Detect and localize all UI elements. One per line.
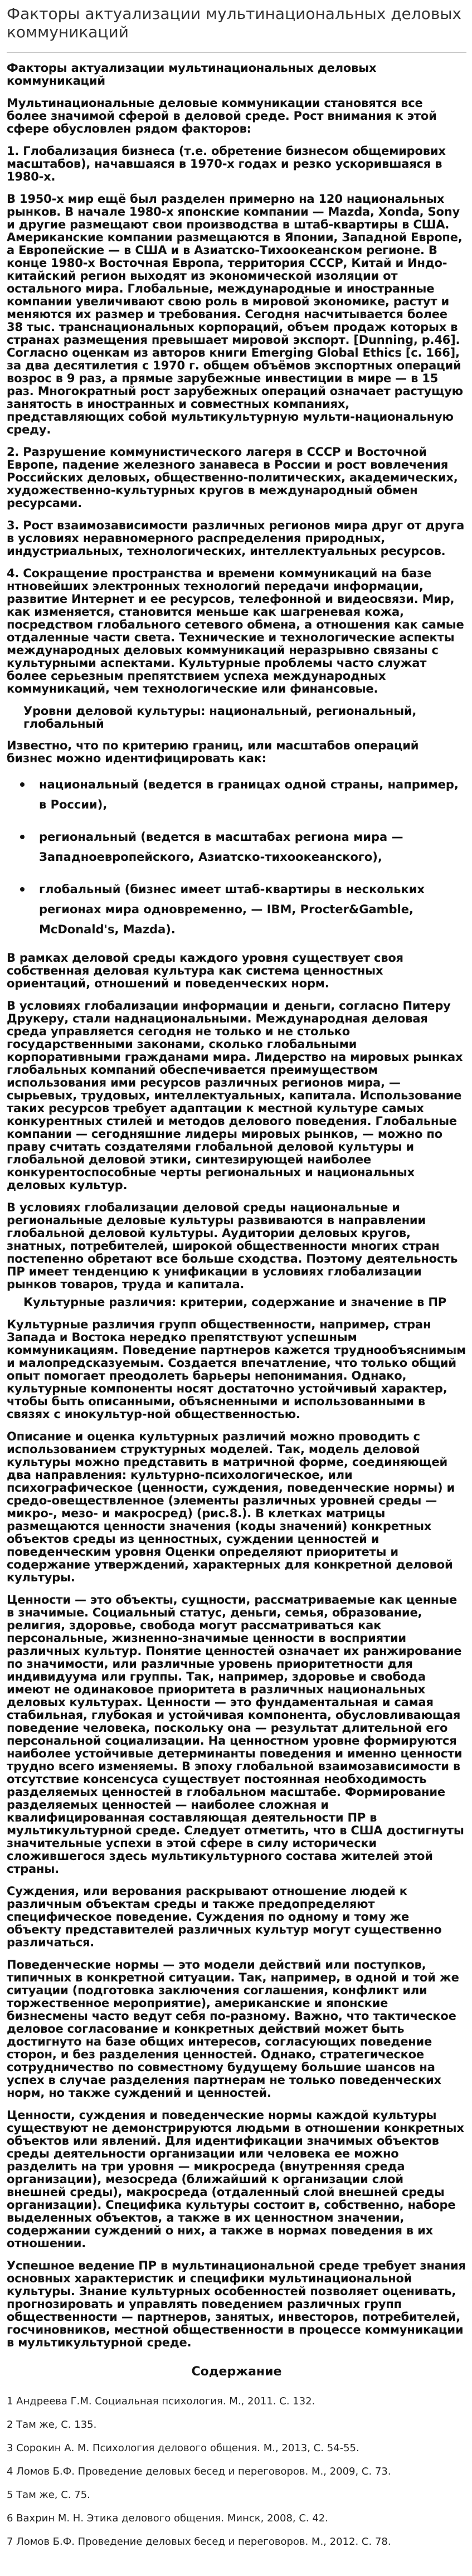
reference-item: 6 Вахрин М. Н. Этика делового общения. Минск, 2008, С. 42.	[7, 2512, 328, 2524]
body-paragraph: Культурные различия групп общественности, например, стран Запада и Востока нередко препятствуют успешным коммуникациям. Поведение партнеров кажется труднообъяснимым и малопредсказуемым. Создается впечатление, что только общий опыт помогает преодолеть барьеры непонимания. Однако, культурные компоненты носят достаточно устойчивый характер, чтобы быть описанными, объясненными и использованными в связях с инокультур-ной общественностью.	[7, 1318, 466, 1421]
section-subheading: Уровни деловой культуры: национальный, региональный, глобальный	[23, 704, 417, 731]
list-item: глобальный (бизнес имеет штаб-квартиры в нескольких регионах мира одновременно, — IBM, Procter&Gamble, McDonald's, Mazda).	[39, 879, 466, 939]
references-list	[7, 2395, 466, 2548]
reference-item: 3 Сорокин А. М. Психология делового общения. М., 2013, С. 54-55.	[7, 2442, 359, 2454]
reference-item: 7 Ломов Б.Ф. Проведение деловых бесед и переговоров. М., 2012. С. 78.	[7, 2536, 391, 2548]
body-paragraph: Ценности — это объекты, сущности, рассматриваемые как ценные в значимые. Социальный статус, деньги, семья, образование, религия, здоровье, свобода могут рассматриваться как персональные, жизненно-значимые ценности в восприятии различных культур. Понятие ценностей означает их ранжирование по значимости, или различные уровень приоритетности для индивидуума или группы. Так, например, здоровье и свобода имеют не одинаковое приоритета в различных национальных деловых культурах. Ценности — это фундаментальная и самая стабильная, глубокая и устойчивая компонента, обусловливающая поведение человека, поскольку она — результат длительной его персональной социализации. На ценностном уровне формируются наиболее устойчивые детерминанты поведения и именно ценности трудно всего изменяемы. В эпоху глобальной взаимозависимости в отсутствие консенсуса существует постоянная необходимость разделяемых ценностей в глобальном масштабе. Формирование разделяемых ценностей — наиболее сложная и квалифицированная составляющая деятельности ПР в мультикультурной среде. Следует отметить, что в США достигнуты значительные успехи в этой сфере в силу исторически сложившегося здесь мультикультурного состава жителей этой страны.	[7, 1593, 464, 1876]
reference-item: 5 Там же, С. 75.	[7, 2489, 90, 2501]
body-paragraph: В условиях глобализации информации и деньги, согласно Питеру Друкеру, стали наднациональными. Международная деловая среда управляется сегодня не только и не столько государственными законами, сколько глобальными корпоративными гражданами мира. Лидерство на мировых рынках глобальных компаний обеспечивается преимуществом использования ими ресурсов различных регионов мира, — сырьевых, трудовых, интеллектуальных, капитала. Использование таких ресурсов требует адаптации к местной культуре самых конкурентных стилей и методов делового поведения. Глобальные компании — сегодняшние лидеры мировых рынков, — можно по праву считать создателями глобальной деловой культуры и глобальной деловой этики, синтезирующей наиболее конкурентоспособные черты региональных и национальных деловых культур.	[7, 999, 463, 1192]
body-paragraph: В условиях глобализации деловой среды национальные и региональные деловые культуры развиваются в направлении глобальной деловой культуры. Аудитории деловых кругов, знатных, потребителей, широкой общественности многих стран постепенно обретают все больше сходства. Поэтому деятельность ПР имеет тенденцию к унификации в условиях глобализации рынков товаров, труда и капитала.	[7, 1201, 458, 1291]
reference-item: 4 Ломов Б.Ф. Проведение деловых бесед и переговоров. М., 2009, С. 73.	[7, 2466, 391, 2477]
body-paragraph: Описание и оценка культурных различий можно проводить с использованием структурных моделей. Так, модель деловой культуры можно представить в матричной форме, соединяющей два направления: культурно-психологическое, или психографическое (ценности, суждения, поведенческие нормы) и средо-овеществленное (элементы различных уровней среды — микро-, мезо- и макросред) (рис.8.). В клетках матрицы размещаются ценности значения (коды значений) конкретных объектов среды из ценностных, суждении ценностей и поведенческим уровня Оценки определяют приоритеты и содержание утверждений, характерных для конкретной деловой культуры.	[7, 1430, 455, 1584]
body-paragraph: Успешное ведение ПР в мультинациональной среде требует знания основных характеристик и специфики мультинациональной культуры. Знание культурных особенностей позволяет оценивать, прогнозировать и управлять поведением различных групп общественности — партнеров, занятых, инвесторов, потребителей, госчиновников, местной общественности в процессе коммуникации в мультикультурной среде.	[7, 2259, 466, 2349]
contents-heading: Содержание	[191, 2365, 282, 2379]
section-subheading: Культурные различия: критерии, содержание и значение в ПР	[23, 1296, 446, 1309]
factor-paragraph: 2. Разрушение коммунистического лагеря в СССР и Восточной Европе, падение железного занавеса в России и рост вовлечения Российских деловых, общественно-политических, академических, художественно-культурных кругов в международный обмен ресурсами.	[7, 445, 458, 510]
body-paragraph: Ценности, суждения и поведенческие нормы каждой культуры существуют не демонстрируются людьми в отношении конкретных объектов или явлений. Для идентификации значимых объектов среды деятельности организации или человека ее можно разделить на три уровня — микросреда (внутренняя среда организации), мезосреда (ближайший к организации слой внешней среды), макросреда (отдаленный слой внешней среды организации). Специфика культуры состоит в, собственно, наборе выделенных объектов, а также в их ценностном значении, содержании суждений о них, а также в нормах поведения в их отношении.	[7, 2108, 464, 2250]
reference-item: 1 Андреева Г.М. Социальная психология. М., 2011. С. 132.	[7, 2395, 315, 2407]
factor-paragraph: 3. Рост взаимозависимости различных регионов мира друг от друга в условиях неравномерного распределения природных, индустриальных, технологических, интеллектуальных ресурсов.	[7, 519, 465, 558]
body-paragraph: Суждения, или верования раскрывают отношение людей к различным объектам среды и также предопределяют специфическое поведение. Суждения по одному и тому же объекту представителей различных культур могут существенно различаться.	[7, 1884, 442, 1949]
document-heading: Факторы актуализации мультинациональных деловых коммуникаций	[7, 61, 377, 87]
body-paragraph: Поведенческие нормы — это модели действий или поступков, типичных в конкретной ситуации. Так, например, в одной и той же ситуации (подготовка заключения соглашения, конфликт или торжественное мероприятие), американские и японские бизнесмены часто ведут себя по-разному. Важно, что тактическое деловое согласование и конкретных действий может быть достигнуто на базе общих интересов, согласующих поведение сторон, и без разделения ценностей. Однако, стратегическое сотрудничество по совместному будущему большие шансов на успех в случае разделения партнерам не только поведенческих норм, но также суждений и ценностей.	[7, 1958, 459, 2100]
list-item: региональный (ведется в масштабах региона мира — Западноевропейского, Азиатско-тихоокеанского),	[39, 827, 466, 867]
list-intro: Известно, что по критерию границ, или масштабов операций бизнес можно идентифицировать как:	[7, 739, 419, 765]
document-body	[7, 62, 466, 2548]
intro-paragraph: Мультинациональные деловые коммуникации становятся все более значимой сферой в деловой среде. Рост внимания к этой сфере обусловлен рядом факторов:	[7, 96, 437, 135]
body-paragraph: В рамках деловой среды каждого уровня существует своя собственная деловая культура как система ценностных ориентаций, отношений и поведенческих норм.	[7, 951, 403, 990]
page-title: Факторы актуализации мультинациональных деловых коммуникаций	[7, 4, 461, 41]
factor-paragraph: 4. Сокращение пространства и времени коммуникаций на базе нтновейших электронных технологий передачи информации, развитие Интернет и ее ресурсов, телефонной и видеосвязи. Мир, как изменяется, становится меньше как шагреневая кожа, посредством глобального сетевого обмена, а отношения как самые отдаленные части света. Технические и технологические аспекты международных деловых коммуникаций неразрывно связаны с культурными аспектами. Культурные проблемы часто служат более серьезным препятствием успеха международных коммуникаций, чем технологические или финансовые.	[7, 567, 464, 695]
factor-paragraph: 1. Глобализация бизнеса (т.е. обретение бизнесом общемирових масштабов), начавшаяся в 1970-х годах и резко ускорившаяся в 1980-х.	[7, 144, 446, 183]
factor-paragraph: В 1950-х мир ещё был разделен примерно на 120 национальных рынков. В начале 1980-х японские компании — Mazda, Xonda, Sony и другие размещают свои производства в штаб-квартиры в США. Американские компании размещаются в Японии, Западной Европе, а Европейские — в США и в Азиатско-Тихоокеанском регионе. В конце 1980-х Восточная Европа, территория СССР, Китай и Индо-китайский регион выходят из экономической изоляции от остального мира. Глобальные, международные и иностранные компании увеличивают свою роль в мировой экономике, растут и меняются их размер и требования. Сегодня насчитывается более 38 тыс. транснациональных корпораций, объем продаж которых в странах размещения превышает мировой экспорт. [Dunning, p.46]. Согласно оценкам из авторов книги Emerging Global Ethics [c. 166], за два десятилетия с 1970 г. общем объёмов экспортных операций возрос в 9 раз, а прямые зарубежные инвестиции в мире — в 15 раз. Многократный рост зарубежных операций означает растущую занятость в иностранных и совместных компаниях, представляющих собой мультикультурную мульти-национальную среду.	[7, 192, 463, 436]
list-item: национальный (ведется в границах одной страны, например, в России),	[39, 775, 466, 815]
title-divider	[7, 52, 466, 53]
reference-item: 2 Там же, С. 135.	[7, 2419, 97, 2431]
business-levels-list	[7, 775, 466, 939]
